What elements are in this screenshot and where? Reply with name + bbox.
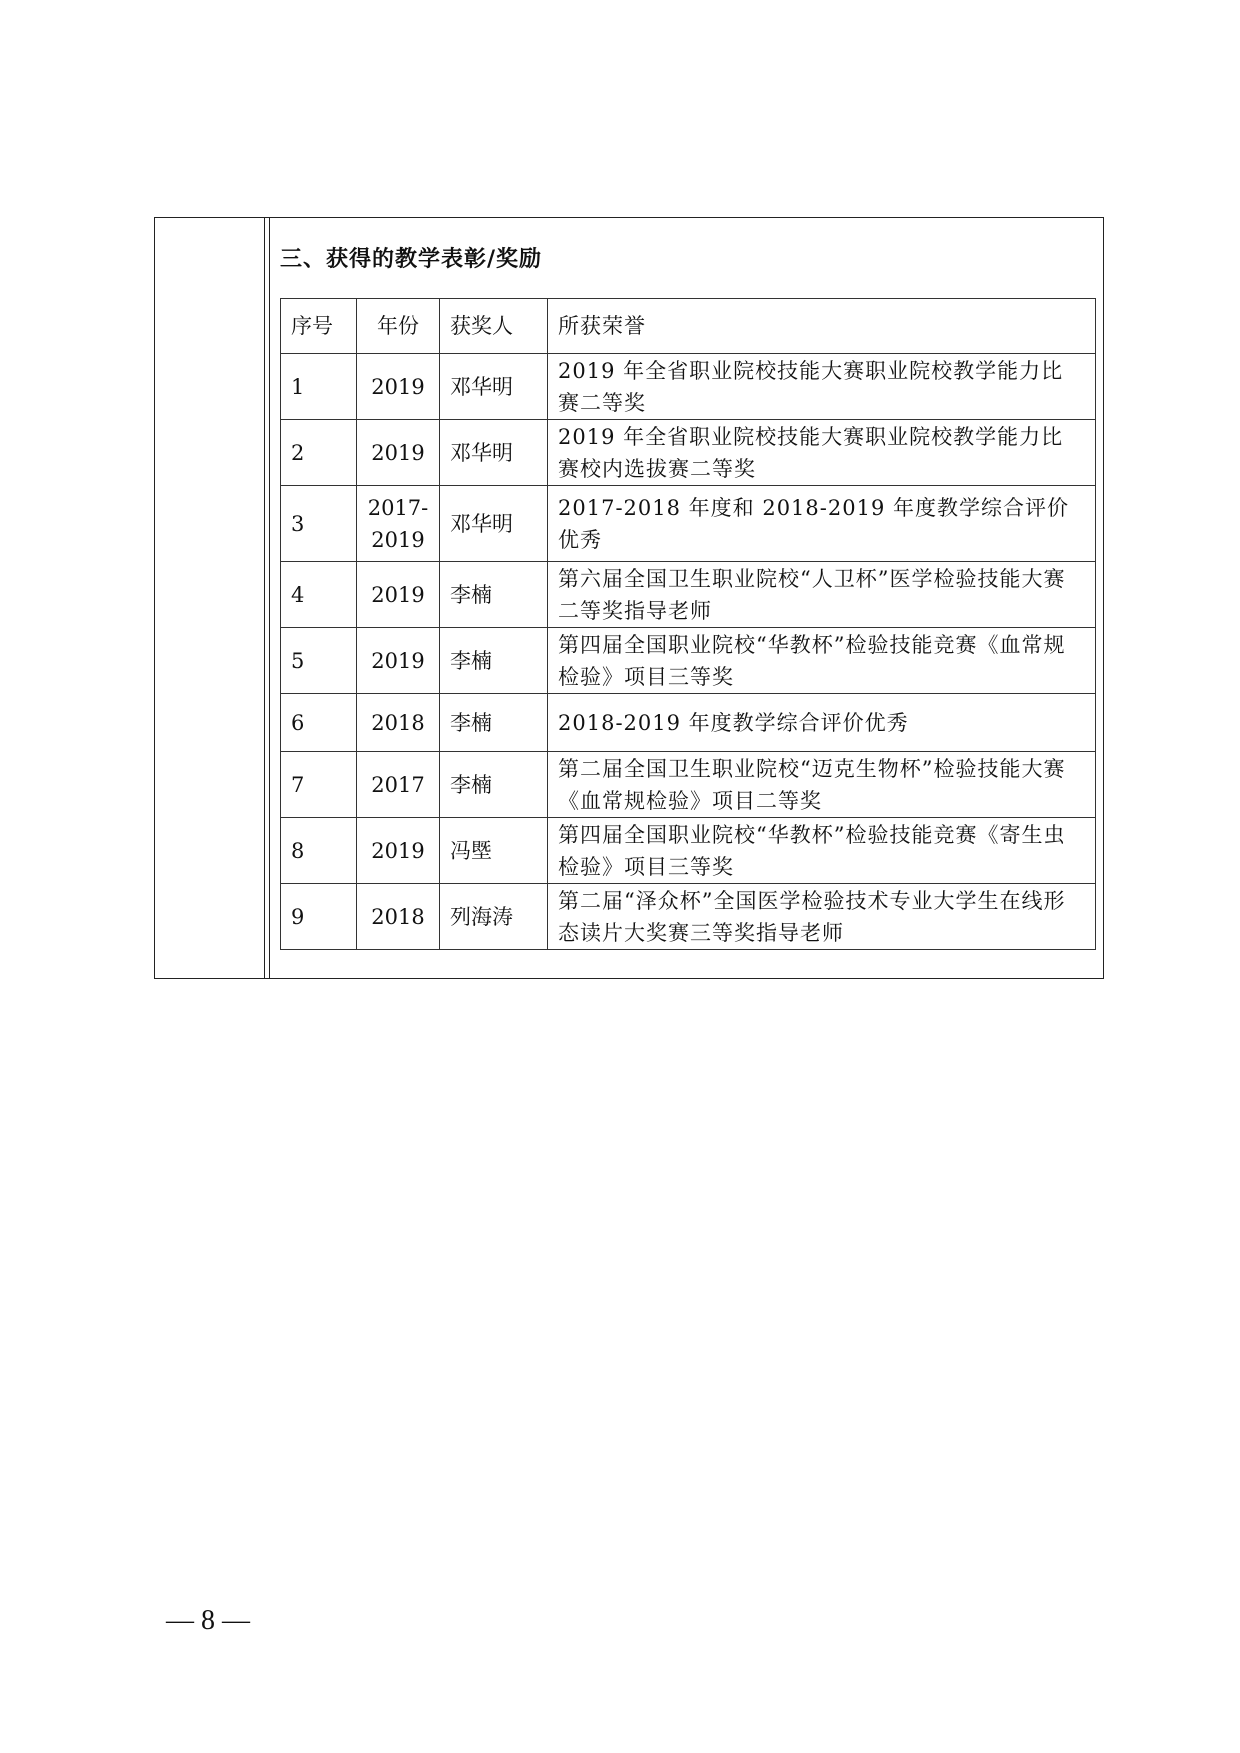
row-honor: 第四届全国职业院校“华教杯”检验技能竞赛《寄生虫检验》项目三等奖 <box>548 818 1096 884</box>
section-title: 三、获得的教学表彰/奖励 <box>280 247 543 272</box>
row-person: 冯塈 <box>440 818 548 884</box>
row-person: 李楠 <box>440 562 548 628</box>
row-person: 邓华明 <box>440 486 548 562</box>
left-label-column <box>155 218 265 978</box>
header-cell: 获奖人 <box>440 299 548 354</box>
row-number: 9 <box>281 884 357 950</box>
row-honor: 第二届“泽众杯”全国医学检验技术专业大学生在线形态读片大奖赛三等奖指导老师 <box>548 884 1096 950</box>
row-year: 2019 <box>357 354 440 420</box>
table-row <box>281 354 1096 420</box>
header-cell: 年份 <box>357 299 440 354</box>
row-year: 2017-2019 <box>357 486 440 562</box>
row-number: 3 <box>281 486 357 562</box>
table-row <box>281 628 1096 694</box>
row-honor: 第二届全国卫生职业院校“迈克生物杯”检验技能大赛《血常规检验》项目二等奖 <box>548 752 1096 818</box>
row-year: 2019 <box>357 420 440 486</box>
row-number: 7 <box>281 752 357 818</box>
row-year: 2019 <box>357 562 440 628</box>
row-number: 8 <box>281 818 357 884</box>
row-number: 4 <box>281 562 357 628</box>
row-honor: 2018-2019 年度教学综合评价优秀 <box>548 694 1096 752</box>
row-year: 2017 <box>357 752 440 818</box>
row-year: 2019 <box>357 818 440 884</box>
row-person: 李楠 <box>440 694 548 752</box>
table-row <box>281 884 1096 950</box>
row-number: 6 <box>281 694 357 752</box>
header-cell: 序号 <box>281 299 357 354</box>
row-year: 2018 <box>357 694 440 752</box>
row-honor: 第四届全国职业院校“华教杯”检验技能竞赛《血常规检验》项目三等奖 <box>548 628 1096 694</box>
row-number: 1 <box>281 354 357 420</box>
table-row <box>281 420 1096 486</box>
table-row <box>281 694 1096 752</box>
row-year: 2019 <box>357 628 440 694</box>
row-number: 5 <box>281 628 357 694</box>
table-row <box>281 752 1096 818</box>
awards-table <box>280 298 1096 950</box>
column-divider <box>269 218 270 978</box>
row-person: 李楠 <box>440 628 548 694</box>
row-person: 邓华明 <box>440 420 548 486</box>
header-cell: 所获荣誉 <box>548 299 1096 354</box>
table-row <box>281 818 1096 884</box>
table-row <box>281 486 1096 562</box>
row-honor: 2019 年全省职业院校技能大赛职业院校教学能力比赛校内选拔赛二等奖 <box>548 420 1096 486</box>
row-honor: 2019 年全省职业院校技能大赛职业院校教学能力比赛二等奖 <box>548 354 1096 420</box>
table-header-row <box>281 299 1096 354</box>
page-number: — 8 — <box>166 1605 250 1636</box>
row-person: 李楠 <box>440 752 548 818</box>
row-honor: 2017-2018 年度和 2018-2019 年度教学综合评价优秀 <box>548 486 1096 562</box>
row-number: 2 <box>281 420 357 486</box>
row-person: 邓华明 <box>440 354 548 420</box>
table-row <box>281 562 1096 628</box>
row-year: 2018 <box>357 884 440 950</box>
form-frame <box>154 217 1104 979</box>
row-person: 列海涛 <box>440 884 548 950</box>
row-honor: 第六届全国卫生职业院校“人卫杯”医学检验技能大赛二等奖指导老师 <box>548 562 1096 628</box>
